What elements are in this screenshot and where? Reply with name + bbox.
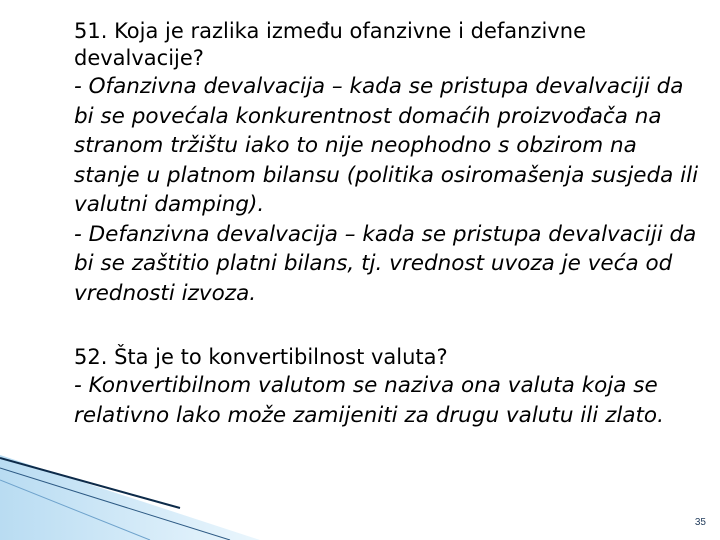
page-number: 35 bbox=[694, 517, 706, 528]
question-title: 52. Šta je to konvertibilnost valuta? bbox=[74, 345, 448, 369]
wave-shape bbox=[0, 455, 260, 540]
wave-line bbox=[0, 468, 230, 540]
answer-text: - Defanzivna devalvacija – kada se pristupa devalvaciji da bi se zaštitio platni bilans, tj. vrednost uvoza je veća od vrednosti izvoza. bbox=[74, 221, 697, 306]
question-block-51 bbox=[74, 18, 699, 308]
wave-line bbox=[0, 458, 180, 508]
slide-content bbox=[74, 18, 699, 430]
question-title: 51. Koja je razlika između ofanzivne i defanzivne devalvacije? bbox=[74, 19, 586, 70]
answer-text: - Ofanzivna devalvacija – kada se pristupa devalvaciji da bi se povećala konkurentnost domaćih proizvođača na stranom tržištu iako to nije neophodno s obzirom na stanje u platnom bilansu (politika osiromašenja susjeda ili valutni damping). bbox=[74, 74, 699, 217]
question-block-52 bbox=[74, 344, 699, 430]
answer-text: - Konvertibilnom valutom se naziva ona valuta koja se relativno lako može zamijeniti za drugu valutu ili zlato. bbox=[74, 373, 664, 428]
wave-line bbox=[0, 480, 150, 540]
